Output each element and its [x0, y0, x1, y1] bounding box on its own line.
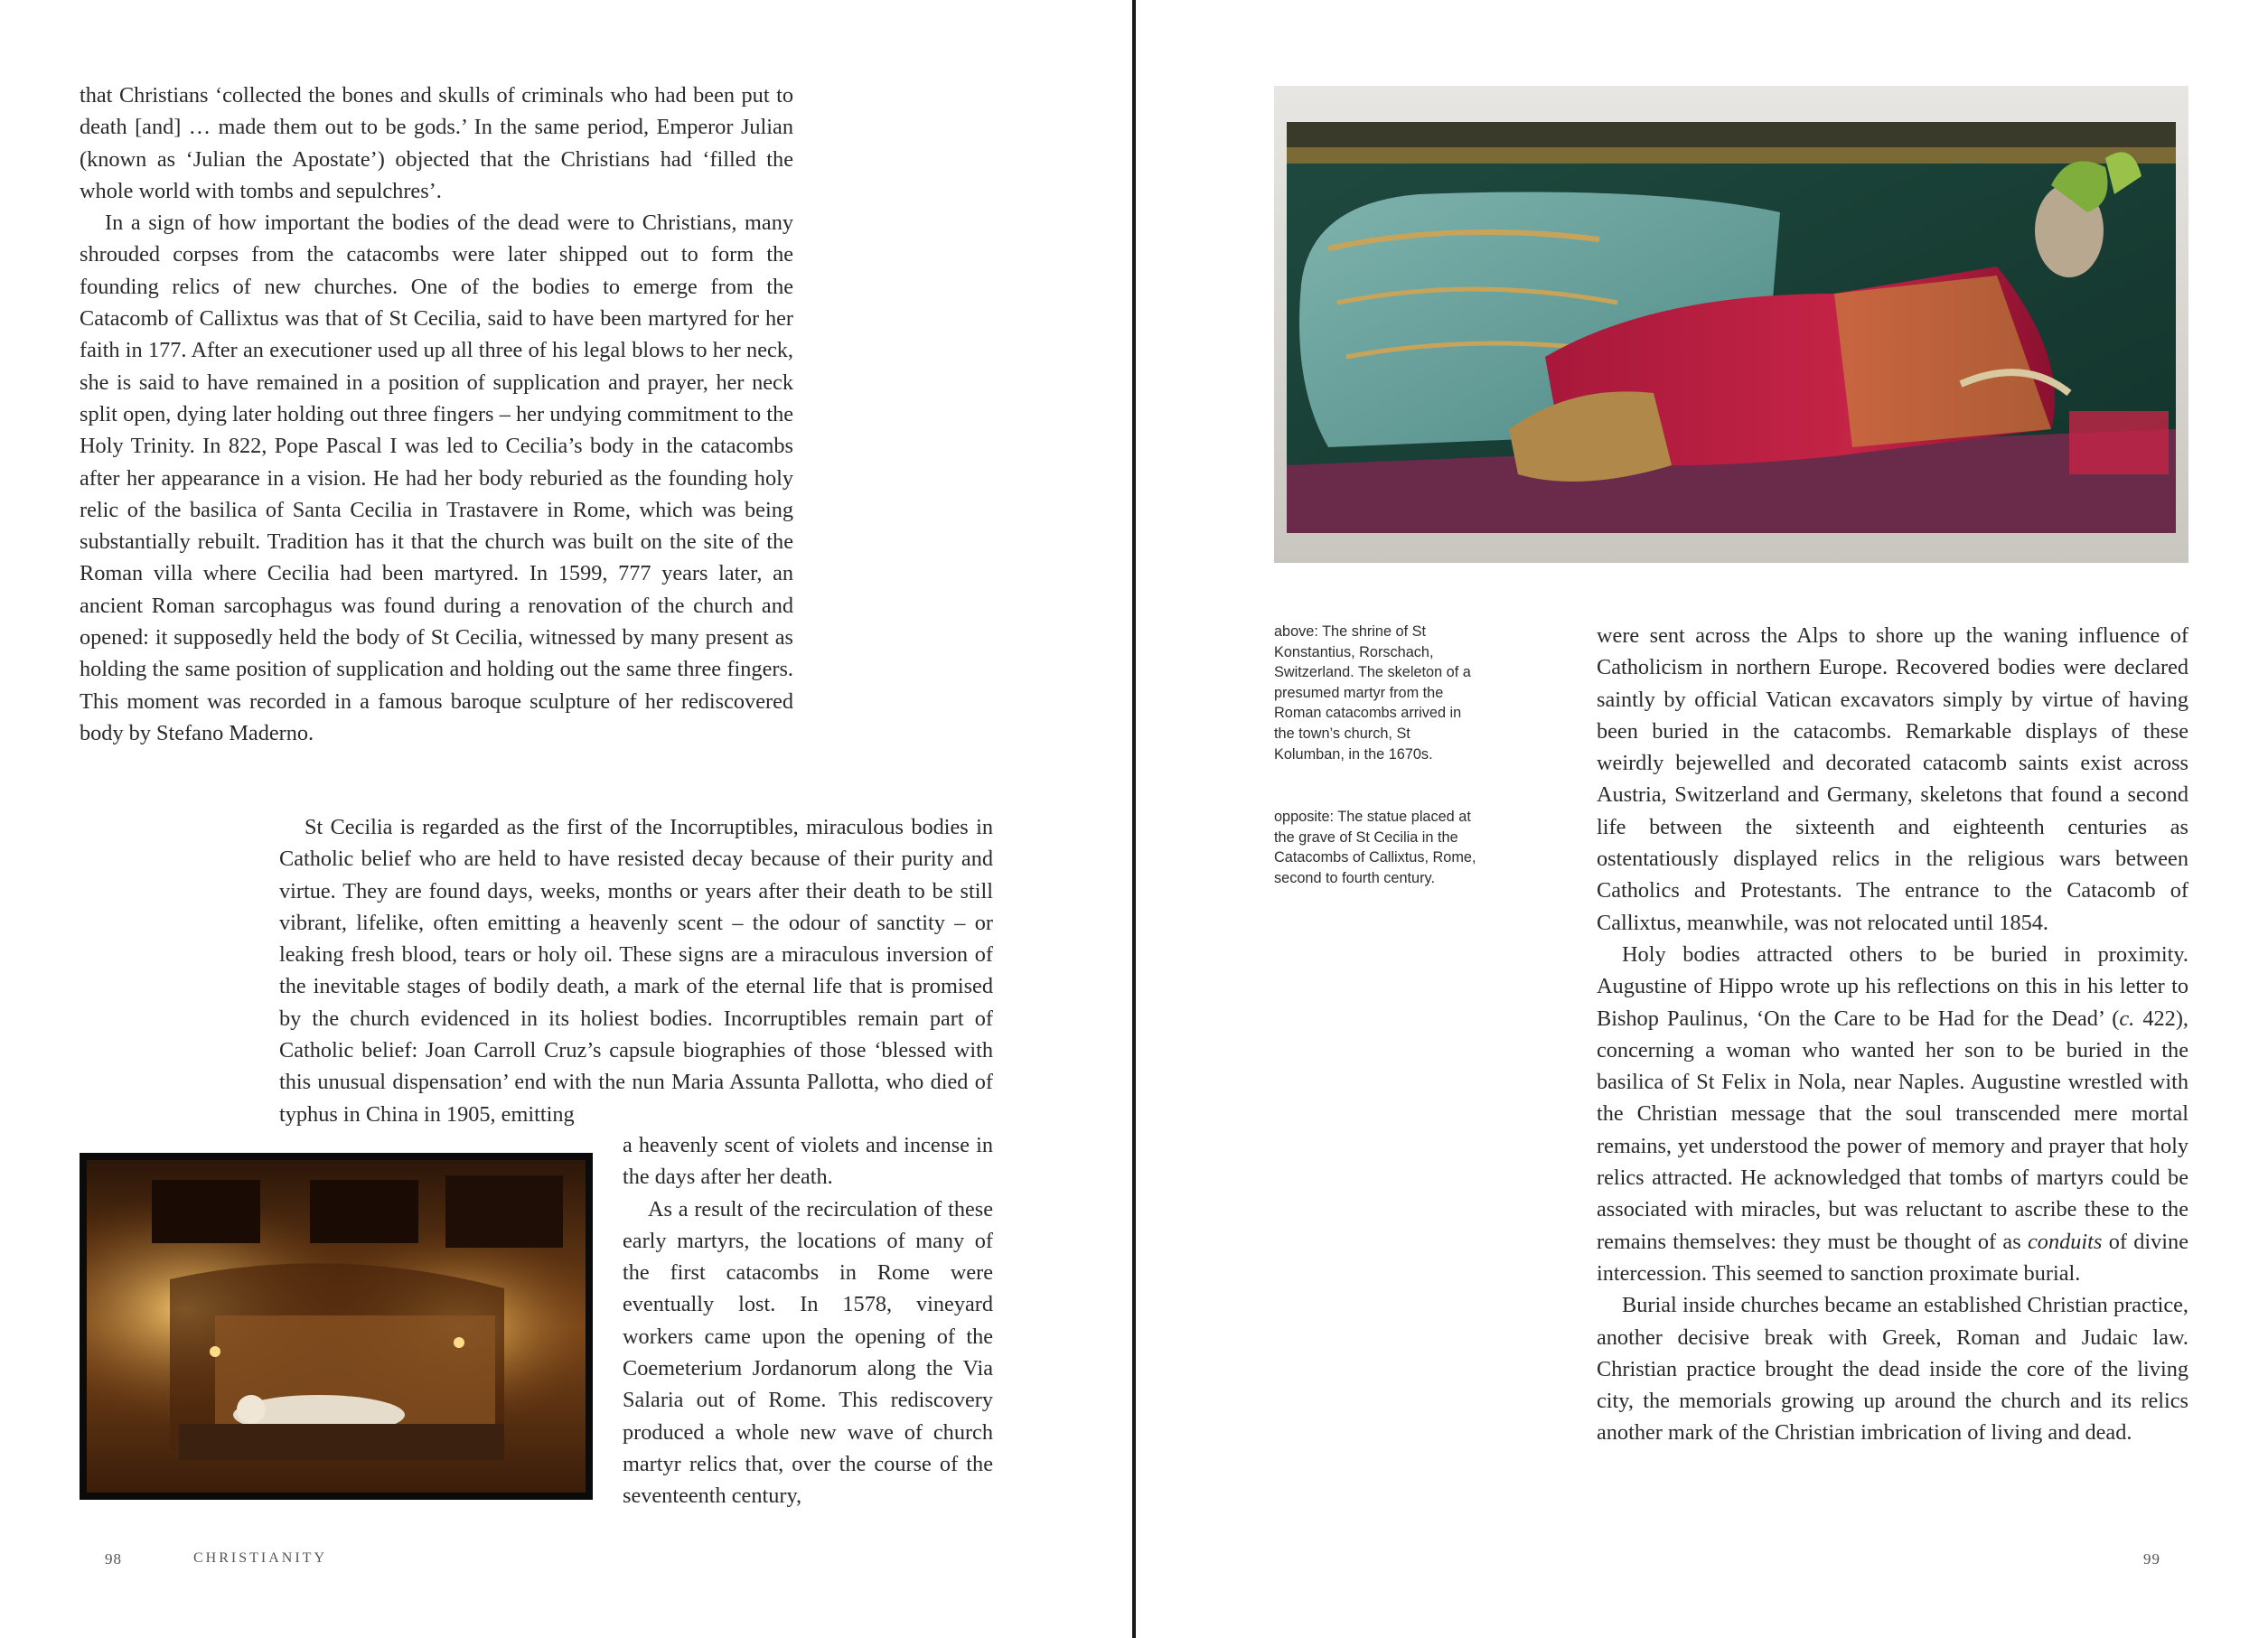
right-text-block	[1597, 620, 2188, 1449]
paragraph: In a sign of how important the bodies of the dead were to Christians, many shrouded corpses from the catacombs were later shipped out to form the founding relics of new churches. One of the bodies to emerge from the Catacomb of Callixtus was that of St Cecilia, said to have been martyred for her faith in 177. After an executioner used up all three of his legal blows to her neck, she is said to have remained in a position of supplication and prayer, her neck split open, dying later holding out three fingers – her undying commitment to the Holy Trinity. In 822, Pope Pascal I was led to Cecilia’s body in the catacombs after her appearance in a vision. He had her body reburied as the founding holy relic of the basilica of Santa Cecilia in Trastavere in Rome, which was being substantially rebuilt. Tradition has it that the church was built on the site of the Roman villa where Cecilia had been martyred. In 1599, 777 years later, an ancient Roman sarcophagus was found during a renovation of the church and opened: it supposedly held the body of St Cecilia, witnessed by many present as holding the same position of supplication and holding out the same three fingers. This moment was recorded in a famous baroque sculpture of her rediscovered body by Stefano Maderno.	[80, 211, 793, 745]
crypt-photo	[80, 1153, 593, 1500]
left-text-block-middle	[279, 811, 993, 1130]
shrine-photo	[1274, 86, 2188, 563]
running-head: CHRISTIANITY	[193, 1550, 327, 1566]
decorated-skeleton-image	[1274, 86, 2188, 563]
paragraph	[1597, 939, 2188, 1289]
paragraph: a heavenly scent of violets and incense in the days after her death.	[623, 1133, 993, 1190]
page-number: 99	[2143, 1550, 2160, 1568]
left-page	[0, 0, 1132, 1638]
paragraph: Burial inside churches became an established Christian practice, another decisive break with Greek, Roman and Judaic law. Christian practice brought the dead inside the core of the living city, the memorials growing up around the church and its relics another mark of the Christian imbrication of living and dead.	[1597, 1293, 2188, 1446]
left-text-block-top	[80, 80, 793, 749]
italic-abbreviation: c.	[2119, 1006, 2135, 1031]
text-run: Holy bodies attracted others to be buried in proximity. Augustine of Hippo wrote up his reflections on this in his letter to Bishop Paulinus, ‘On the Care to be Had for the Dead’ (	[1597, 941, 2188, 1031]
paragraph: St Cecilia is regarded as the first of the Incorruptibles, miraculous bodies in Catholic belief who are held to have resisted decay because of their purity and virtue. They are found days, weeks, months or years after their death to be still vibrant, lifelike, often emitting a heavenly scent – the odour of sanctity – or leaking fresh blood, tears or holy oil. These signs are a miraculous inversion of the inevitable stages of bodily death, a mark of the eternal life that is promised by the church evidenced in its holiest bodies. Incorruptibles remain part of Catholic belief: Joan Carroll Cruz’s capsule biographies of those ‘blessed with this unusual dispensation’ end with the nun Maria Assunta Pallotta, who died of typhus in China in 1905, emitting	[279, 815, 993, 1127]
caption-above: above: The shrine of St Konstantius, Rorschach, Switzerland. The skeleton of a presumed martyr from the Roman catacombs arrived in the town’s church, St Kolumban, in the 1670s.	[1274, 623, 1471, 763]
paragraph: were sent across the Alps to shore up the waning influence of Catholicism in northern Europe. Recovered bodies were declared saintly by official Vatican excavators simply by virtue of having been buried in the catacombs. Remarkable displays of these weirdly bejewelled and decorated catacomb saints exist across Austria, Switzerland and Germany, skeletons that found a second life between the sixteenth and eighteenth centuries as ostentatiously displayed relics in the religious wars between Catholics and Protestants. The entrance to the Catacomb of Callixtus, meanwhile, was not relocated until 1854.	[1597, 623, 2188, 935]
italic-word: conduits	[2028, 1229, 2103, 1254]
cecilia-statue-image	[80, 1153, 593, 1500]
text-run: 422), concerning a woman who wanted her son to be buried in the basilica of St Felix in Nola, near Naples. Augustine wrestled with the Christian message that the soul transcended mere mortal remains, yet understood the power of memory and prayer that holy relics attracted. He acknowledged that tombs of martyrs could be associated with miracles, but was reluctant to ascribe these to the remains themselves: they must be thought of as	[1597, 1006, 2188, 1254]
caption-opposite: opposite: The statue placed at the grave of St Cecilia in the Catacombs of Callixtus, Rome, second to fourth century.	[1274, 809, 1476, 886]
paragraph: As a result of the recirculation of these early martyrs, the locations of many of the first catacombs in Rome were eventually lost. In 1578, vineyard workers came upon the opening of the Coemeterium Jordanorum along the Via Salaria out of Rome. This rediscovery produced a whole new wave of church martyr relics that, over the course of the seventeenth century,	[623, 1196, 993, 1509]
left-text-block-bottom	[623, 1129, 993, 1512]
page-number: 98	[105, 1550, 122, 1568]
paragraph: that Christians ‘collected the bones and skulls of criminals who had been put to death [and] … made them out to be gods.’ In the same period, Emperor Julian (known as ‘Julian the Apostate’) objected that the Christians had ‘filled the whole world with tombs and sepulchres’.	[80, 83, 793, 203]
text-run: of divine intercession. This seemed to sanction proximate burial.	[1597, 1229, 2188, 1286]
